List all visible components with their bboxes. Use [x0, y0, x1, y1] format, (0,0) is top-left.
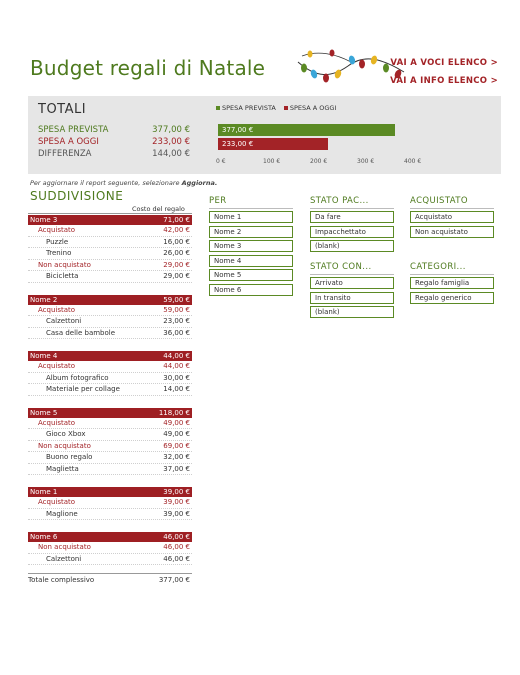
- slicer-title-categoria: CATEGORI...: [410, 262, 466, 272]
- group-name: Nome 5: [30, 408, 58, 417]
- slicer-item[interactable]: Regalo famiglia: [410, 277, 494, 289]
- group-name: Nome 3: [30, 216, 58, 224]
- row-value: 16,00 €: [163, 237, 190, 246]
- page-title: Budget regali di Natale: [30, 56, 266, 80]
- slicer-divider: [410, 208, 494, 209]
- status-row: [28, 305, 192, 317]
- row-label: Trenino: [46, 249, 72, 257]
- slicer-title-stato-pacco: STATO PAC...: [310, 196, 369, 206]
- row-value: 49,00 €: [163, 430, 190, 438]
- row-value: 32,00 €: [163, 453, 190, 461]
- slicer-item[interactable]: Da fare: [310, 211, 394, 223]
- gift-row: [28, 384, 192, 396]
- x-tick-label: 300 €: [357, 158, 375, 165]
- row-value: 69,00 €: [163, 441, 190, 450]
- group-header-row[interactable]: [28, 351, 192, 361]
- slicer-item[interactable]: Nome 4: [209, 255, 293, 267]
- gift-row: [28, 509, 192, 521]
- slicer-title-acquistato: ACQUISTATO: [410, 196, 468, 206]
- group-header-row[interactable]: [28, 408, 192, 418]
- slicer-divider: [310, 208, 394, 209]
- row-value: 26,00 €: [163, 249, 190, 257]
- group-header-row[interactable]: [28, 532, 192, 542]
- slicer-item[interactable]: Non acquistato: [410, 226, 494, 238]
- slicer-title-stato-consegna: STATO CON...: [310, 262, 372, 272]
- slicer-item[interactable]: Nome 5: [209, 269, 293, 281]
- row-label: Non acquistato: [38, 260, 91, 269]
- group-header-row[interactable]: [28, 295, 192, 305]
- row-value: 30,00 €: [163, 373, 190, 382]
- row-value: 29,00 €: [163, 272, 190, 280]
- row-label: Acquistato: [38, 362, 76, 370]
- total-difference-value: 144,00 €: [152, 149, 190, 159]
- breakdown-title: SUDDIVISIONE: [30, 189, 124, 203]
- row-value: 59,00 €: [163, 305, 190, 314]
- status-row: [28, 542, 192, 554]
- go-to-items-list-link[interactable]: VAI A VOCI ELENCO >: [390, 58, 498, 68]
- x-tick-label: 0 €: [216, 158, 226, 165]
- bar-spent: 233,00 €: [218, 138, 328, 150]
- gift-row: [28, 373, 192, 385]
- go-to-list-info-link[interactable]: VAI A INFO ELENCO >: [390, 76, 498, 86]
- row-value: 37,00 €: [163, 464, 190, 473]
- row-label: Acquistato: [38, 305, 76, 314]
- group-total: 118,00 €: [158, 408, 190, 417]
- totals-bar-chart: [218, 120, 438, 170]
- total-spent-label: SPESA A OGGI: [38, 137, 99, 147]
- refresh-hint: Per aggiornare il report seguente, selezionare Aggiorna.: [30, 179, 218, 187]
- total-planned-label: SPESA PREVISTA: [38, 125, 109, 135]
- status-row: [28, 260, 192, 272]
- nav-links: [390, 58, 498, 94]
- slicer-divider: [410, 274, 494, 275]
- row-value: 39,00 €: [163, 498, 190, 506]
- grand-total-row: [28, 573, 192, 585]
- legend-planned: SPESA PREVISTA: [216, 104, 276, 112]
- group-total: 71,00 €: [163, 216, 190, 224]
- group-header-row[interactable]: [28, 487, 192, 497]
- slicer-item[interactable]: Arrivato: [310, 277, 394, 289]
- row-value: 46,00 €: [163, 554, 190, 563]
- row-value: 42,00 €: [163, 226, 190, 234]
- gift-row: [28, 248, 192, 260]
- refresh-keyword: Aggiorna.: [181, 179, 218, 187]
- status-row: [28, 418, 192, 430]
- status-row: [28, 225, 192, 237]
- row-label: Album fotografico: [46, 373, 109, 382]
- total-spent-value: 233,00 €: [152, 137, 190, 147]
- row-value: 14,00 €: [163, 385, 190, 393]
- row-value: 36,00 €: [163, 328, 190, 337]
- row-label: Acquistato: [38, 498, 76, 506]
- totals-title: TOTALI: [38, 102, 87, 117]
- gift-row: [28, 452, 192, 464]
- grand-total-value: 377,00 €: [158, 576, 190, 584]
- x-tick-label: 400 €: [404, 158, 422, 165]
- x-tick-label: 200 €: [310, 158, 328, 165]
- slicer-item[interactable]: Nome 2: [209, 226, 293, 238]
- status-row: [28, 497, 192, 509]
- slicer-item[interactable]: In transito: [310, 292, 394, 304]
- gift-row: [28, 554, 192, 566]
- group-total: 59,00 €: [163, 295, 190, 304]
- gift-row: [28, 464, 192, 476]
- gift-row: [28, 316, 192, 328]
- slicer-item[interactable]: Acquistato: [410, 211, 494, 223]
- slicer-item[interactable]: Nome 3: [209, 240, 293, 252]
- row-label: Puzzle: [46, 237, 69, 246]
- total-planned-value: 377,00 €: [152, 125, 190, 135]
- group-header-row[interactable]: [28, 215, 192, 225]
- bar-planned: 377,00 €: [218, 124, 395, 136]
- slicer-item[interactable]: Nome 1: [209, 211, 293, 223]
- slicer-title-per: PER: [209, 196, 227, 206]
- total-difference-row: [38, 149, 190, 159]
- group-total: 44,00 €: [163, 352, 190, 360]
- totals-panel: [28, 96, 501, 174]
- row-label: Calzettoni: [46, 317, 82, 325]
- row-label: Casa delle bambole: [46, 328, 116, 337]
- group-name: Nome 6: [30, 533, 58, 541]
- gift-row: [28, 237, 192, 249]
- row-value: 46,00 €: [163, 543, 190, 551]
- row-label: Calzettoni: [46, 554, 82, 563]
- status-row: [28, 361, 192, 373]
- x-tick-label: 100 €: [263, 158, 281, 165]
- slicer-divider: [209, 208, 293, 209]
- row-value: 23,00 €: [163, 317, 190, 325]
- header-divider: [28, 213, 192, 214]
- row-label: Bicicletta: [46, 272, 79, 280]
- row-label: Non acquistato: [38, 543, 91, 551]
- group-name: Nome 2: [30, 295, 58, 304]
- row-value: 29,00 €: [163, 260, 190, 269]
- row-label: Gioco Xbox: [46, 430, 86, 438]
- status-row: [28, 441, 192, 453]
- row-label: Non acquistato: [38, 441, 91, 450]
- breakdown-pivot-table: [28, 215, 192, 585]
- legend-swatch-spent: [284, 106, 288, 110]
- slicer-item[interactable]: Regalo generico: [410, 292, 494, 304]
- grand-total-label: Totale complessivo: [28, 576, 95, 584]
- row-label: Maglione: [46, 509, 78, 518]
- total-spent-row: [38, 137, 190, 147]
- gift-row: [28, 271, 192, 283]
- group-name: Nome 4: [30, 352, 58, 360]
- total-difference-label: DIFFERENZA: [38, 149, 92, 159]
- group-name: Nome 1: [30, 488, 58, 496]
- group-total: 46,00 €: [163, 533, 190, 541]
- slicer-item[interactable]: (blank): [310, 306, 394, 318]
- row-value: 49,00 €: [163, 418, 190, 427]
- row-label: Acquistato: [38, 226, 76, 234]
- row-label: Materiale per collage: [46, 385, 120, 393]
- gift-row: [28, 429, 192, 441]
- total-planned-row: [38, 125, 190, 135]
- slicer-item[interactable]: Impacchettato: [310, 226, 394, 238]
- slicer-divider: [310, 274, 394, 275]
- slicer-item[interactable]: (blank): [310, 240, 394, 252]
- row-value: 39,00 €: [163, 509, 190, 518]
- slicer-item[interactable]: Nome 6: [209, 284, 293, 296]
- legend-spent: SPESA A OGGI: [284, 104, 337, 112]
- row-label: Buono regalo: [46, 453, 93, 461]
- gift-cost-column-header: Costo del regalo: [132, 205, 185, 213]
- gift-row: [28, 328, 192, 340]
- legend-swatch-planned: [216, 106, 220, 110]
- row-label: Acquistato: [38, 418, 76, 427]
- row-label: Maglietta: [46, 464, 79, 473]
- group-total: 39,00 €: [163, 488, 190, 496]
- row-value: 44,00 €: [163, 362, 190, 370]
- chart-legend: [216, 104, 336, 112]
